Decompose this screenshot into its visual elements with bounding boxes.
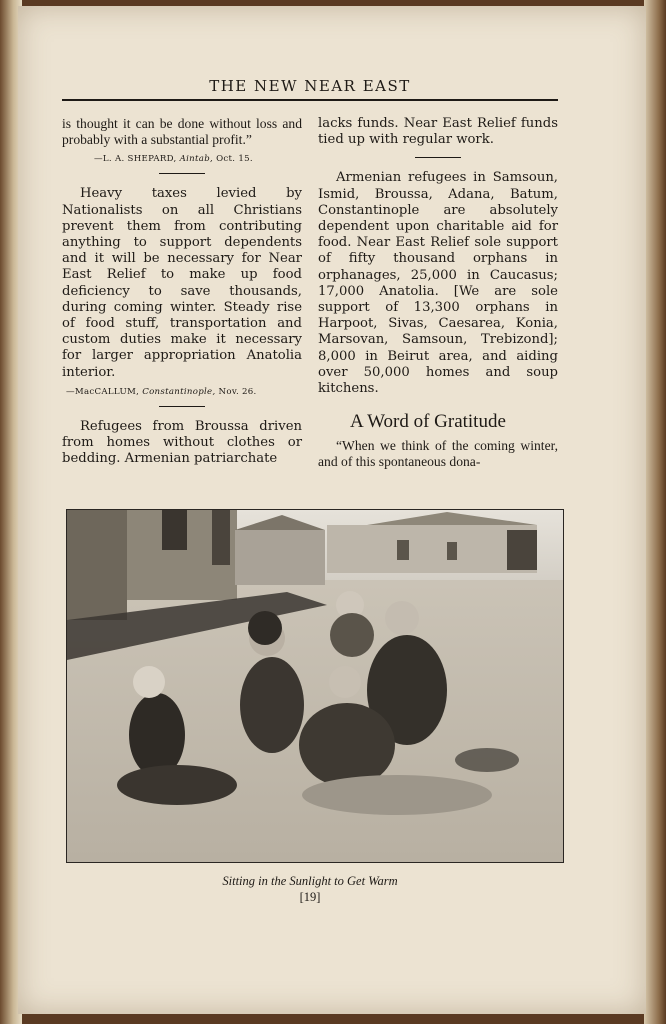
right-column [318,116,558,471]
signature-shepard [62,154,302,164]
section-title: A Word of Gratitude [350,411,506,433]
page-edge [644,0,666,1024]
right-paragraph-1: lacks funds. Near East Relief funds tied up with regular work. [318,116,558,148]
right-paragraph-3: “When we think of the coming winter, and of this spontaneous dona- [318,438,558,470]
header-rule [62,99,558,101]
photo-illustration [67,510,563,862]
signature-maccallum [62,387,302,397]
signature-date: Nov. 26. [218,386,257,397]
separator-rule [159,406,205,407]
left-paragraph-3: Refugees from Broussa driven from homes without clothes or bedding. Armenian patriarchate [62,418,302,467]
left-paragraph-2: Heavy taxes levied by Nationalists on all Christians prevent them from contributing anything to support dependents and it will be necessary for Near East Relief to make up food deficiency to save thousands, during coming winter. Steady rise of food stuff, transportation and custom duties make it necessary for larger appropriation Anatolia interior. [62,186,302,380]
photo-caption: Sitting in the Sunlight to Get Warm [222,874,398,888]
separator-rule [415,157,461,158]
signature-date: Oct. 15. [216,154,253,165]
right-paragraph-2: Armenian refugees in Samsoun, Ismid, Broussa, Adana, Batum, Constantinople are absolutely dependent upon charitable aid for food. Near East Relief sole support of fifty thousand orphans in orphanages, 25,000 in Caucasus; 17,000 Anatolia. [We are sole support of 13,300 orphans in Harpoot, Sivas, Caesarea, Konia, Marsovan, Samsoun, Trebizond]; 8,000 in Beirut area, and aiding over 50,000 homes and soup kitchens. [318,170,558,397]
signature-place: Aintab, [179,154,214,165]
photograph-children [66,509,564,863]
signature-place: Constantinople, [142,386,216,397]
page-number: [19] [299,890,321,904]
signature-name: —MacCALLUM, [66,386,140,397]
signature-name: —L. A. SHEPARD, [94,154,177,165]
left-paragraph-1: is thought it can be done without loss and probably with a substantial profit.” [62,116,302,148]
left-column [62,116,302,467]
separator-rule [159,173,205,174]
running-title: THE NEW NEAR EAST [209,77,411,95]
